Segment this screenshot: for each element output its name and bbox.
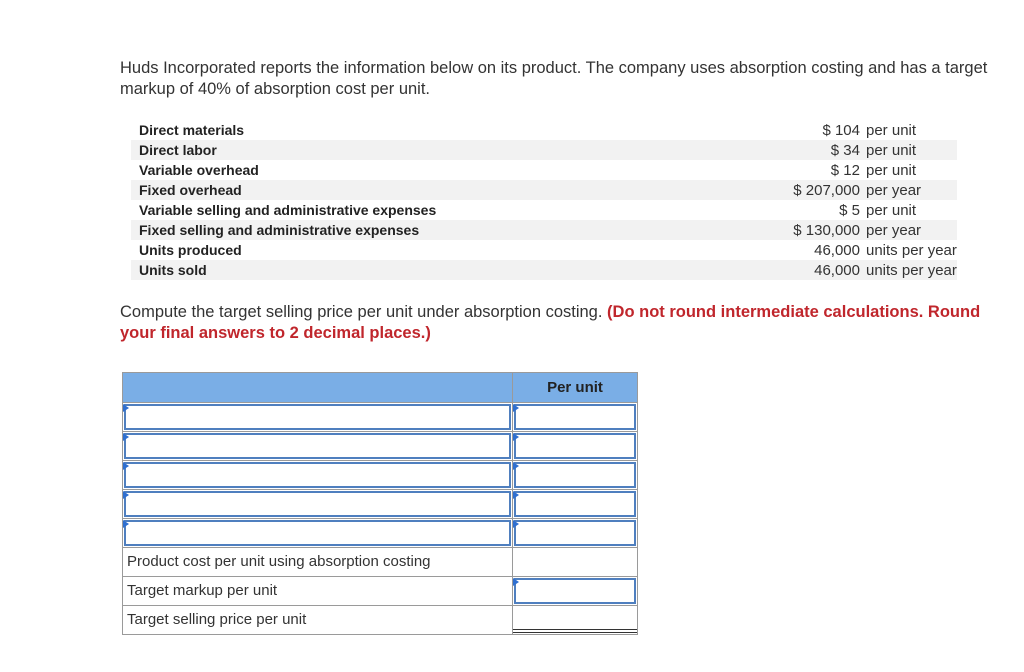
answer-row	[123, 489, 637, 518]
dropdown-marker-icon	[123, 404, 129, 412]
dropdown-marker-icon	[123, 491, 129, 499]
label-cell	[123, 519, 513, 547]
target-markup-cell	[513, 577, 637, 605]
label-input[interactable]	[124, 491, 511, 517]
info-value: $ 130,000	[793, 221, 860, 239]
info-label: Variable overhead	[139, 162, 259, 178]
info-unit: per year	[866, 221, 922, 239]
answer-table	[122, 372, 638, 635]
dropdown-marker-icon	[123, 520, 129, 528]
info-row	[131, 200, 957, 220]
question-main: Compute the target selling price per unit under absorption costing.	[120, 303, 603, 321]
info-unit: per unit	[866, 121, 917, 139]
info-value: 46,000	[814, 241, 860, 259]
info-unit: per unit	[866, 161, 917, 179]
label-cell	[123, 461, 513, 489]
amount-input[interactable]	[514, 520, 636, 546]
input-marker-icon	[513, 491, 519, 499]
input-marker-icon	[513, 578, 519, 586]
info-value: 46,000	[814, 261, 860, 279]
label-cell	[123, 490, 513, 518]
label-cell	[123, 432, 513, 460]
info-label: Direct materials	[139, 122, 245, 138]
question-text	[120, 302, 1000, 344]
amount-input[interactable]	[514, 491, 636, 517]
input-marker-icon	[513, 433, 519, 441]
intro-text: Huds Incorporated reports the information below on its product. The company uses absorption costing and has a target markup of 40% of absorption cost per unit.	[120, 59, 988, 98]
target-price-row	[123, 605, 637, 634]
label-input[interactable]	[124, 462, 511, 488]
answer-table-header	[123, 373, 637, 402]
info-label: Fixed overhead	[139, 182, 242, 198]
question-instruction: (Do not round intermediate calculations. Round your final answers to 2 decimal places.)	[120, 303, 981, 342]
info-unit: per unit	[866, 201, 917, 219]
input-marker-icon	[513, 404, 519, 412]
cost-info-table	[131, 120, 957, 280]
info-value: $ 12	[830, 161, 860, 179]
target-markup-row	[123, 576, 637, 605]
info-value: $ 5	[839, 201, 860, 219]
target-price-label: Target selling price per unit	[123, 606, 513, 634]
answer-row	[123, 518, 637, 547]
info-unit: per year	[866, 181, 922, 199]
amount-cell	[513, 461, 637, 489]
info-label: Variable selling and administrative expenses	[139, 202, 437, 218]
info-label: Units sold	[139, 262, 207, 278]
info-value: $ 207,000	[793, 181, 860, 199]
amount-cell	[513, 432, 637, 460]
dropdown-marker-icon	[123, 462, 129, 470]
info-unit: units per year	[866, 241, 957, 259]
amount-cell	[513, 519, 637, 547]
amount-input[interactable]	[514, 404, 636, 430]
target-markup-label: Target markup per unit	[123, 577, 513, 605]
input-marker-icon	[513, 462, 519, 470]
label-input[interactable]	[124, 520, 511, 546]
amount-cell	[513, 490, 637, 518]
info-label: Direct labor	[139, 142, 217, 158]
info-row	[131, 240, 957, 260]
label-cell	[123, 403, 513, 431]
input-marker-icon	[513, 520, 519, 528]
target-markup-input[interactable]	[514, 578, 636, 604]
target-price-value	[513, 606, 637, 634]
label-input[interactable]	[124, 433, 511, 459]
info-row	[131, 120, 957, 140]
product-cost-value	[513, 548, 637, 576]
product-cost-label: Product cost per unit using absorption costing	[123, 548, 513, 576]
info-row	[131, 160, 957, 180]
info-row	[131, 140, 957, 160]
double-underline	[513, 629, 637, 633]
amount-input[interactable]	[514, 433, 636, 459]
info-value: $ 104	[822, 121, 860, 139]
info-label: Units produced	[139, 242, 242, 258]
amount-input[interactable]	[514, 462, 636, 488]
info-row	[131, 180, 957, 200]
answer-row	[123, 402, 637, 431]
info-unit: units per year	[866, 261, 957, 279]
answer-row	[123, 431, 637, 460]
product-cost-row	[123, 547, 637, 576]
header-blank-cell	[123, 373, 513, 402]
amount-cell	[513, 403, 637, 431]
answer-row	[123, 460, 637, 489]
per-unit-header: Per unit	[547, 379, 603, 396]
dropdown-marker-icon	[123, 433, 129, 441]
info-label: Fixed selling and administrative expenses	[139, 222, 420, 238]
label-input[interactable]	[124, 404, 511, 430]
info-row	[131, 220, 957, 240]
info-value: $ 34	[830, 141, 860, 159]
info-row	[131, 260, 957, 280]
info-unit: per unit	[866, 141, 917, 159]
